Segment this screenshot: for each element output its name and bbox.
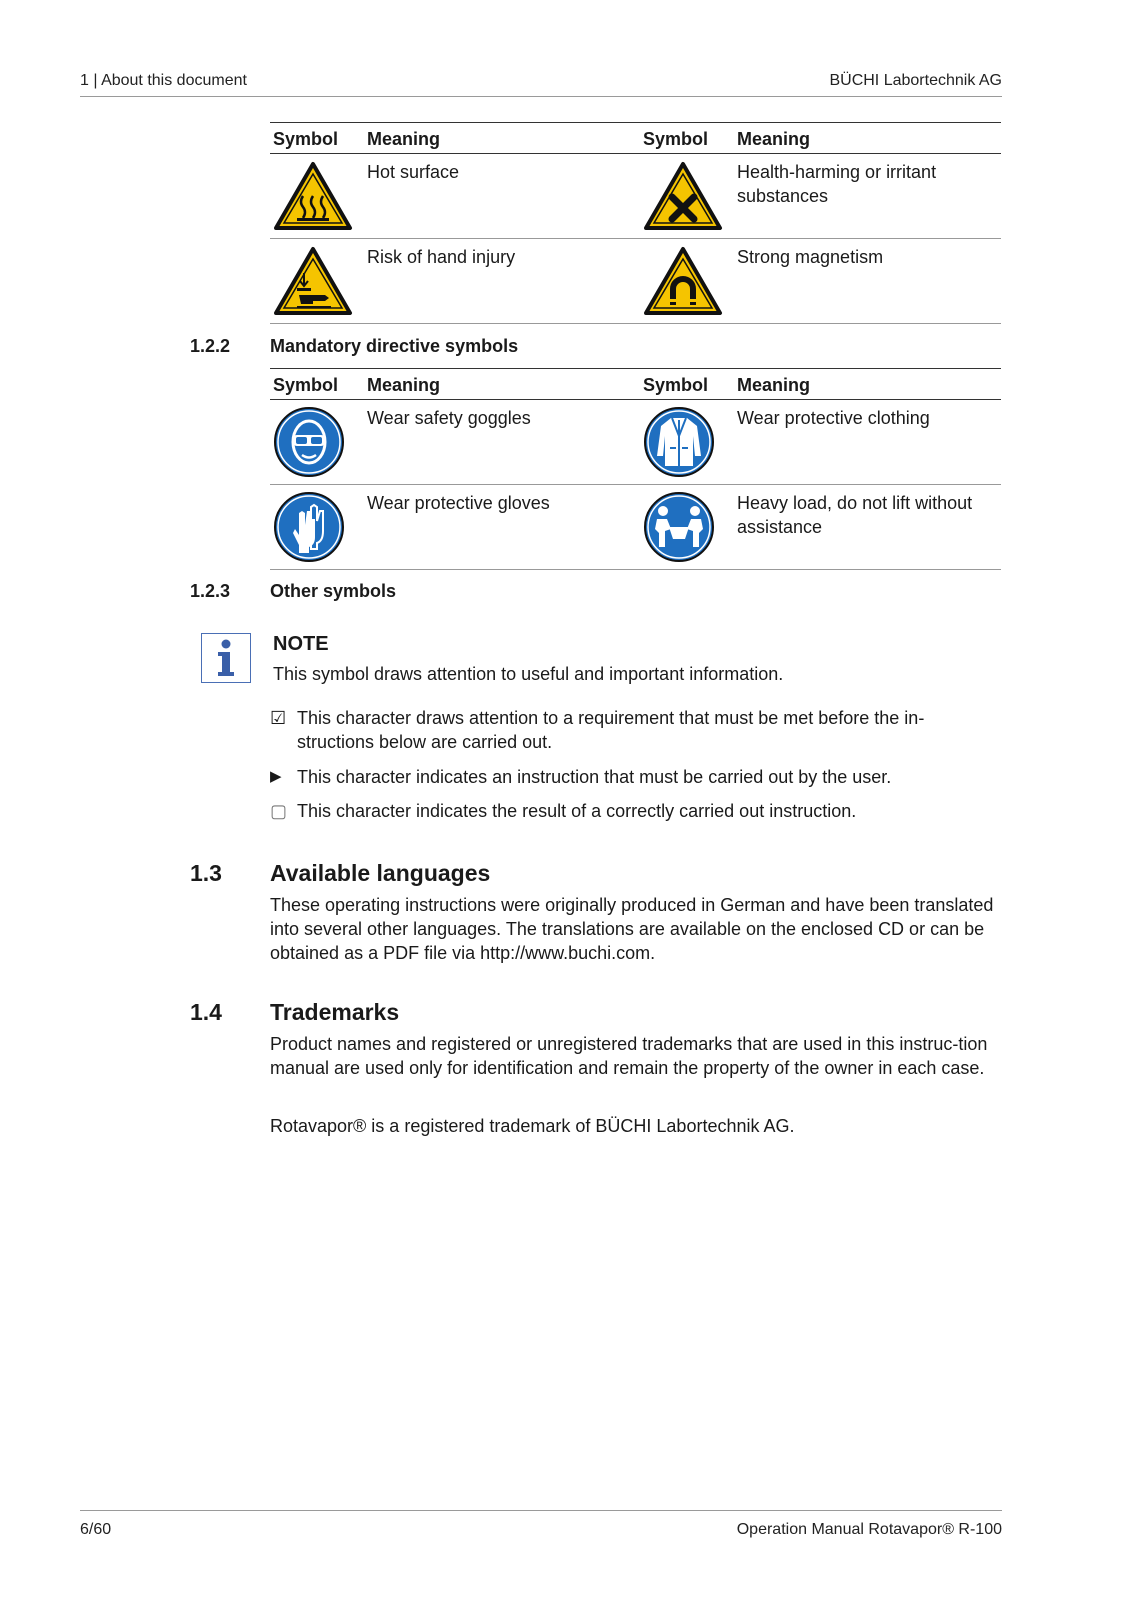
col-header-meaning: Meaning [734,123,1001,154]
warning-symbol-table [270,122,1001,324]
list-item [270,765,970,789]
info-icon [201,633,251,683]
section-title: Other symbols [270,581,397,601]
list-item [270,706,970,754]
col-header-meaning: Meaning [364,123,640,154]
hot-surface-icon [270,154,364,239]
section-number: 1.2.3 [190,581,231,601]
mandatory-symbol-table [270,368,1001,570]
protective-gloves-icon [270,485,364,570]
col-header-meaning: Meaning [734,369,1001,400]
footer-title: Operation Manual Rotavapor® R-100 [736,1521,1002,1538]
hand-injury-icon [270,239,364,324]
meaning-cell: Wear protective gloves [364,485,640,570]
section-number: 1.4 [190,999,222,1025]
note-text: This symbol draws attention to useful and important information. [273,664,784,684]
page-number: 6/60 [80,1521,112,1538]
section-title: Trademarks [270,999,400,1025]
page-header [80,70,1002,97]
header-company: BÜCHI Labortechnik AG [829,72,1002,89]
list-item-text: This character indicates the result of a correctly carried out instruction. [297,801,857,821]
col-header-symbol: Symbol [270,123,364,154]
col-header-symbol: Symbol [270,369,364,400]
heavy-load-icon [640,485,734,570]
safety-goggles-icon [270,400,364,485]
meaning-cell: Hot surface [364,154,640,239]
header-chapter: 1 | About this document [80,72,247,89]
section-number: 1.3 [190,860,222,886]
table-row [270,239,1001,324]
harmful-substance-icon [640,154,734,239]
table-row [270,154,1001,239]
table-row [270,400,1001,485]
meaning-cell: Risk of hand injury [364,239,640,324]
section-number: 1.2.2 [190,336,231,356]
col-header-symbol: Symbol [640,369,734,400]
table-row [270,485,1001,570]
list-item-text: This character indicates an instruction that must be carried out by the user. [297,767,892,787]
list-item [270,799,970,823]
play-arrow-icon: ▶ [270,768,282,785]
meaning-cell: Wear safety goggles [364,400,640,485]
protective-clothing-icon [640,400,734,485]
result-box-icon: ▢ [270,801,288,821]
meaning-cell: Strong magnetism [734,239,1001,324]
note-title: NOTE [273,633,329,655]
col-header-meaning: Meaning [364,369,640,400]
meaning-cell: Heavy load, do not lift without assistance [734,485,1001,570]
col-header-symbol: Symbol [640,123,734,154]
checkbox-checked-icon: ☑ [270,708,287,728]
paragraph: Product names and registered or unregistered trademarks that are used in this instruc-tion manual are used only for identification and remain the property of the owner in each case. [270,1034,988,1078]
paragraph: Rotavapor® is a registered trademark of BÜCHI Labortechnik AG. [270,1116,795,1136]
section-title: Mandatory directive symbols [270,336,519,356]
magnetism-icon [640,239,734,324]
paragraph: These operating instructions were originally produced in German and have been translated into several other languages. The translations are available on the enclosed CD or can be obtained as a PDF file via http://www.buchi.com. [270,895,994,963]
page-footer [80,1510,1002,1541]
list-item-text: This character draws attention to a requirement that must be met before the in-structions below are carried out. [297,708,925,752]
section-title: Available languages [270,860,491,886]
meaning-cell: Wear protective clothing [734,400,1001,485]
meaning-cell: Health-harming or irritant substances [734,154,1001,239]
